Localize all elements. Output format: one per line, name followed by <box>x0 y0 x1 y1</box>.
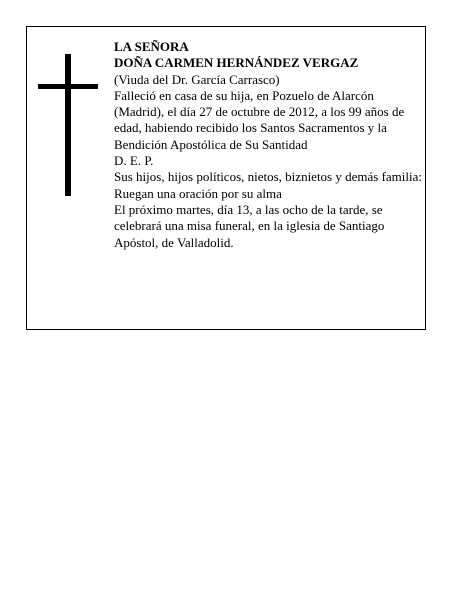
prayer-request: Ruegan una oración por su alma <box>114 185 282 201</box>
deceased-name: DOÑA CARMEN HERNÁNDEZ VERGAZ <box>114 55 359 71</box>
obituary-text <box>114 39 424 251</box>
family-line: Sus hijos, hijos políticos, nietos, biznietos y demás familia: <box>114 169 423 185</box>
widow-of-line: (Viuda del Dr. García Carrasco) <box>114 71 280 87</box>
cross-horizontal-bar <box>38 84 98 89</box>
mass-announcement: El próximo martes, día 13, a las ocho de la tarde, se celebrará una misa funeral, en la iglesia de Santiago Apóstol, de Valladolid. <box>114 201 385 250</box>
cross-icon <box>38 54 98 196</box>
cross-vertical-bar <box>65 54 71 196</box>
notice-title: LA SEÑORA <box>114 39 189 54</box>
rip-line: D. E. P. <box>114 153 154 169</box>
death-details: Falleció en casa de su hija, en Pozuelo de Alarcón (Madrid), el día 27 de octubre de 2012, a los 99 años de edad, habiendo recibido los Santos Sacramentos y la Bendición Apostólica de Su Santidad <box>114 87 405 152</box>
